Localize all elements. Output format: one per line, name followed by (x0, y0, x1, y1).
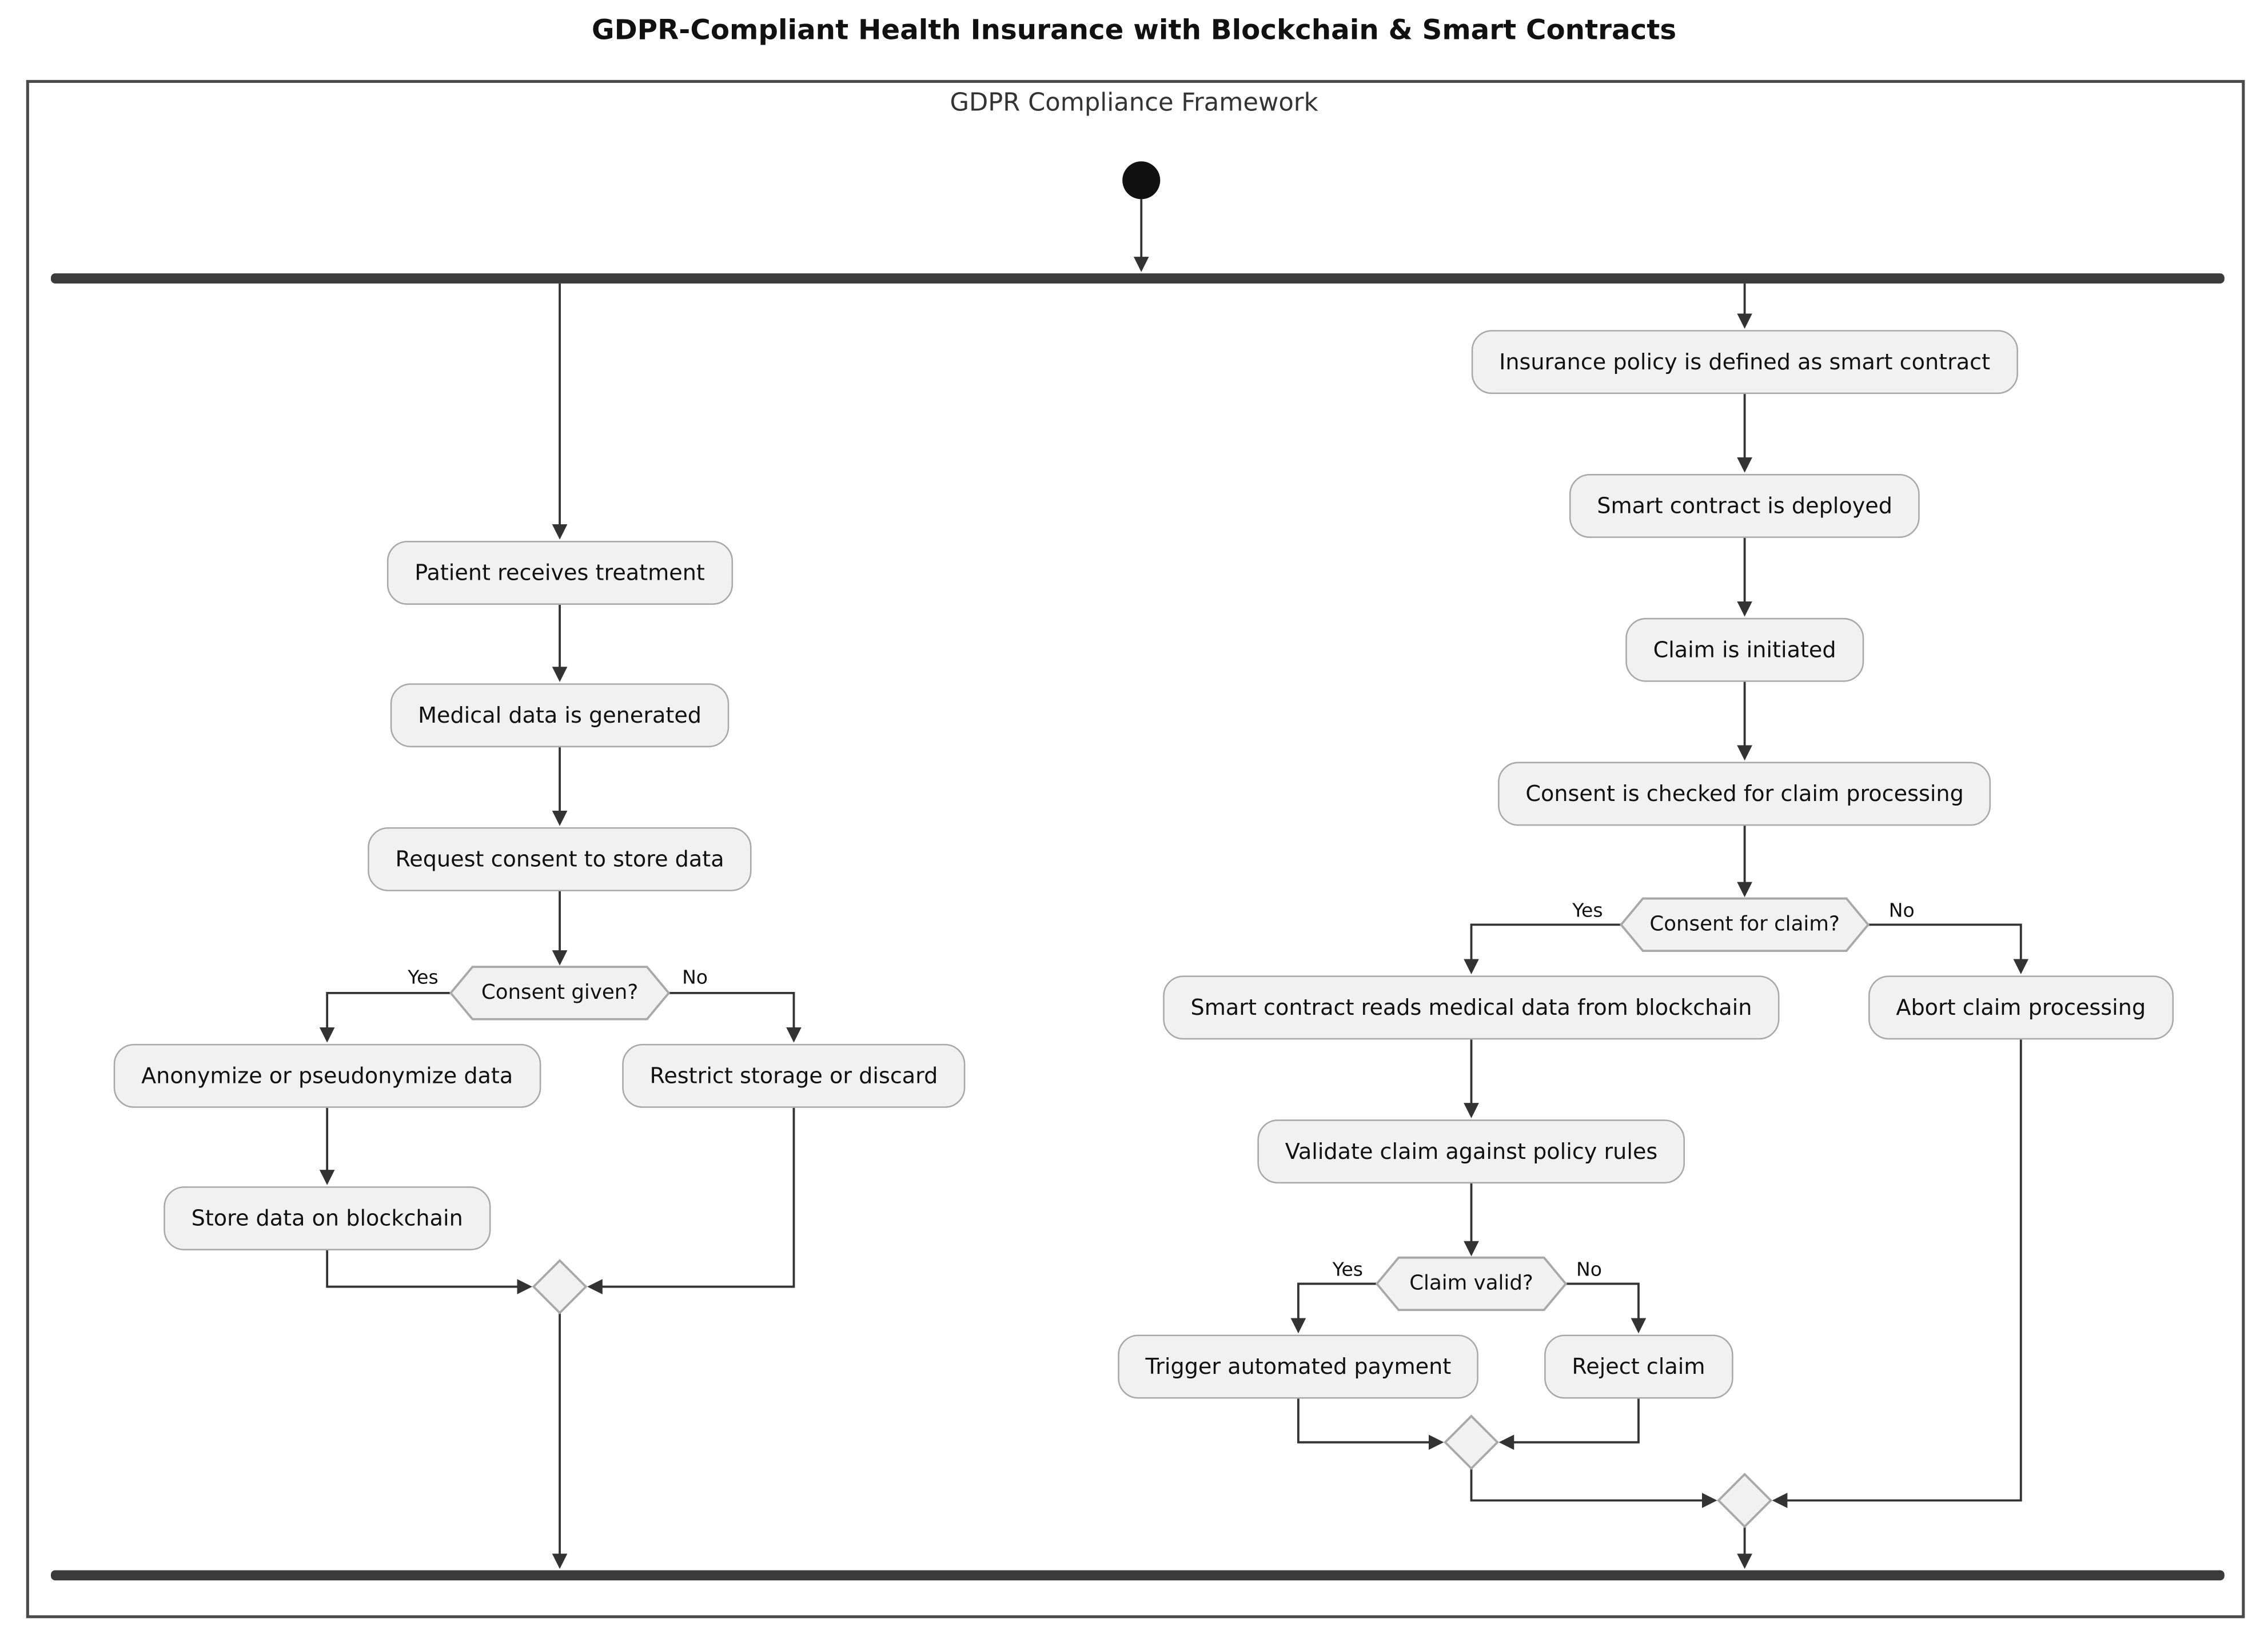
activity-request-consent: Request consent to store data (368, 827, 752, 891)
edge-abort-to-merge3 (1775, 1039, 2021, 1500)
join-bar (51, 1570, 2225, 1580)
edge-claim-valid-yes-to-trigger (1298, 1284, 1377, 1330)
activity-reject-claim: Reject claim (1544, 1334, 1733, 1398)
edge-restrict-to-merge1 (590, 1108, 794, 1287)
edge-claim-valid-no-to-reject (1566, 1284, 1639, 1330)
edge-consent-given-no-to-restrict (669, 993, 794, 1039)
frame-label: GDPR Compliance Framework (950, 89, 1318, 118)
decision-consent-for-claim-question: Consent for claim? (1649, 913, 1840, 936)
branch-label-consent-given-yes: Yes (408, 967, 439, 990)
edge-consent-for-claim-no-to-abort (1868, 924, 2021, 971)
activity-restrict-storage: Restrict storage or discard (622, 1044, 966, 1108)
edge-consent-for-claim-yes-to-reads (1472, 924, 1621, 971)
fork-bar (51, 273, 2225, 284)
activity-patient-receives-treatment: Patient receives treatment (387, 541, 732, 605)
merge-diamond-claim-final (1719, 1474, 1771, 1527)
activity-store-on-blockchain: Store data on blockchain (164, 1186, 491, 1250)
activity-consent-checked: Consent is checked for claim processing (1498, 762, 1991, 826)
start-node (1122, 161, 1160, 199)
edge-store-to-merge1 (327, 1250, 529, 1287)
edge-trigger-to-merge2 (1298, 1398, 1441, 1442)
decision-consent-given-question: Consent given? (481, 981, 639, 1005)
activity-anonymize-data: Anonymize or pseudonymize data (114, 1044, 541, 1108)
edge-consent-given-yes-to-anonymize (327, 993, 451, 1039)
activity-policy-defined-smart-contract: Insurance policy is defined as smart contract (1472, 330, 2018, 394)
activity-validate-claim: Validate claim against policy rules (1257, 1119, 1685, 1183)
merge-diamond-claim-valid (1445, 1416, 1498, 1469)
activity-claim-initiated: Claim is initiated (1625, 618, 1864, 682)
branch-label-consent-for-claim-no: No (1888, 900, 1915, 923)
activity-trigger-payment: Trigger automated payment (1118, 1334, 1478, 1398)
decision-claim-valid-question: Claim valid? (1409, 1272, 1533, 1296)
merge-diamond-left (533, 1261, 586, 1313)
branch-label-claim-valid-yes: Yes (1332, 1260, 1364, 1282)
edge-merge2-to-merge3 (1472, 1468, 1715, 1500)
branch-label-consent-for-claim-yes: Yes (1572, 900, 1603, 923)
branch-label-consent-given-no: No (682, 967, 708, 990)
activity-reads-medical-data: Smart contract reads medical data from blockchain (1163, 975, 1780, 1039)
activity-smart-contract-deployed: Smart contract is deployed (1569, 474, 1920, 538)
diagram-title: GDPR-Compliant Health Insurance with Blockchain & Smart Contracts (591, 14, 1677, 47)
branch-label-claim-valid-no: No (1576, 1260, 1602, 1282)
activity-medical-data-generated: Medical data is generated (390, 683, 730, 747)
activity-abort-claim-processing: Abort claim processing (1868, 975, 2173, 1039)
edge-reject-to-merge2 (1502, 1398, 1639, 1442)
